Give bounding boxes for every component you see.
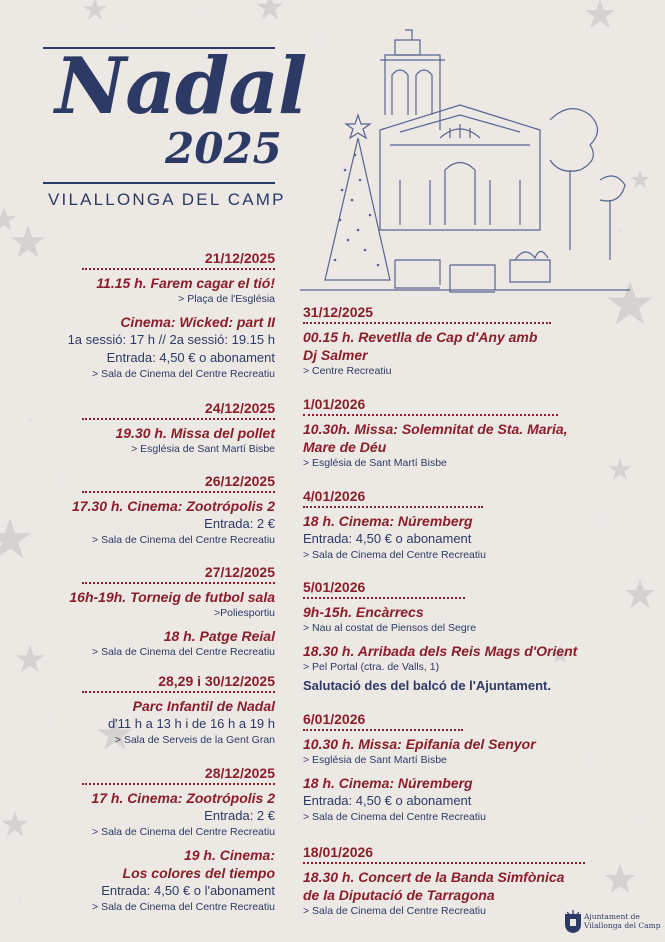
event-info: Entrada: 4,50 € o l'abonament — [101, 883, 275, 898]
star-icon — [605, 864, 635, 893]
right-column — [303, 396, 603, 477]
event-location: > Sala de Cinema del Centre Recreatiu — [303, 811, 486, 823]
event-date: 18/01/2026 — [303, 844, 374, 860]
event-info: Entrada: 4,50 € o abonament — [303, 793, 472, 808]
event-title-continued: Los colores del tiempo — [122, 865, 275, 881]
event-location: > Centre Recreatiu — [303, 365, 392, 377]
dotted-divider — [82, 691, 275, 693]
event-title: 10.30h. Missa: Solemnitat de Sta. Maria, — [303, 421, 568, 437]
event-location: > Església de Sant Martí Bisbe — [131, 443, 275, 455]
event-location: > Pel Portal (ctra. de Valls, 1) — [303, 661, 440, 673]
right-column — [303, 844, 603, 925]
dotted-divider — [82, 418, 275, 420]
event-date: 21/12/2025 — [204, 250, 275, 266]
event-date: 28/12/2025 — [204, 765, 275, 781]
event-date: 6/01/2026 — [303, 711, 366, 727]
event-location: >Poliesportiu — [214, 607, 275, 619]
right-column — [303, 579, 603, 695]
right-column — [303, 711, 603, 831]
event-title-continued: Mare de Déu — [303, 439, 387, 455]
event-title: Parc Infantil de Nadal — [132, 698, 275, 714]
right-column — [303, 304, 603, 385]
event-title: 00.15 h. Revetlla de Cap d'Any amb — [303, 329, 538, 345]
star-icon — [625, 579, 655, 608]
star-icon — [2, 811, 29, 836]
event-info: Entrada: 4,50 € o abonament — [106, 350, 275, 365]
event-location: > Església de Sant Martí Bisbe — [303, 457, 447, 469]
event-location: > Nau al costat de Piensos del Segre — [303, 622, 477, 634]
event-date: 27/12/2025 — [204, 564, 275, 580]
page-year: 2025 — [165, 124, 282, 173]
event-date: 28,29 i 30/12/2025 — [158, 673, 275, 689]
left-column — [40, 673, 275, 754]
star-icon — [257, 0, 284, 19]
star-icon — [0, 518, 31, 558]
town-council-logo-icon — [563, 910, 583, 934]
town-square-illustration — [300, 20, 630, 310]
event-title: 9h-15h. Encàrrecs — [303, 604, 424, 620]
event-title: 16h-19h. Torneig de futbol sala — [69, 589, 275, 605]
event-title-continued: de la Diputació de Tarragona — [303, 887, 495, 903]
star-icon — [609, 458, 632, 480]
event-location: > Sala de Cinema del Centre Recreatiu — [92, 368, 275, 380]
event-date: 5/01/2026 — [303, 579, 366, 595]
event-location: > Sala de Cinema del Centre Recreatiu — [303, 905, 486, 917]
event-title-continued: Dj Salmer — [303, 347, 368, 363]
right-column — [303, 488, 603, 569]
event-title: 11.15 h. Farem cagar el tió! — [96, 275, 275, 291]
event-date: 24/12/2025 — [204, 400, 275, 416]
event-title: 19 h. Cinema: — [183, 847, 275, 863]
event-title: 19.30 h. Missa del pollet — [115, 425, 275, 441]
event-location: > Església de Sant Martí Bisbe — [303, 754, 447, 766]
dotted-divider — [303, 729, 463, 731]
event-title: 18 h. Patge Reial — [163, 628, 275, 644]
header-rule-bottom — [43, 182, 275, 184]
star-icon — [0, 207, 16, 231]
page-title: Nadal — [55, 41, 307, 132]
dotted-divider — [303, 862, 585, 864]
dotted-divider — [82, 268, 275, 270]
left-column — [40, 564, 275, 666]
event-location: > Sala de Cinema del Centre Recreatiu — [92, 826, 275, 838]
dotted-divider — [82, 491, 275, 493]
event-location: > Sala de Cinema del Centre Recreatiu — [92, 901, 275, 913]
day-block — [40, 250, 275, 382]
event-title: 18 h. Cinema: Núremberg — [303, 513, 473, 529]
town-council-name: Ajuntament de Vilallonga del Camp — [584, 912, 661, 930]
event-info: 1a sessió: 17 h // 2a sessió: 19.15 h — [67, 332, 275, 347]
event-location: > Sala de Cinema del Centre Recreatiu — [303, 549, 486, 561]
dotted-divider — [82, 582, 275, 584]
star-icon — [631, 170, 650, 188]
event-info: Entrada: 2 € — [204, 516, 275, 531]
event-date: 31/12/2025 — [303, 304, 374, 320]
left-column — [40, 250, 275, 388]
event-location: > Plaça de l'Església — [178, 293, 275, 305]
event-info: d'11 h a 13 h i de 16 h a 19 h — [107, 716, 275, 731]
dotted-divider — [82, 783, 275, 785]
dotted-divider — [303, 322, 551, 324]
event-location: > Sala de Serveis de la Gent Gran — [114, 734, 275, 746]
left-column — [40, 473, 275, 554]
left-column — [40, 400, 275, 463]
event-location: > Sala de Cinema del Centre Recreatiu — [92, 646, 275, 658]
dotted-divider — [303, 506, 483, 508]
star-icon — [84, 0, 107, 20]
event-date: 26/12/2025 — [204, 473, 275, 489]
event-date: 1/01/2026 — [303, 396, 366, 412]
event-info: Entrada: 4,50 € o abonament — [303, 531, 472, 546]
event-title: 17 h. Cinema: Zootrópolis 2 — [91, 790, 275, 806]
event-title: 10.30 h. Missa: Epifania del Senyor — [303, 736, 536, 752]
event-note: Salutació des del balcó de l'Ajuntament. — [303, 678, 551, 693]
event-title: 18 h. Cinema: Núremberg — [303, 775, 473, 791]
event-title: 18.30 h. Arribada dels Reis Mags d'Orient — [303, 643, 578, 659]
event-title: 17.30 h. Cinema: Zootrópolis 2 — [71, 498, 275, 514]
dotted-divider — [303, 414, 558, 416]
dotted-divider — [303, 597, 465, 599]
event-info: Entrada: 2 € — [204, 808, 275, 823]
event-location: > Sala de Cinema del Centre Recreatiu — [92, 534, 275, 546]
town-name: VILALLONGA DEL CAMP — [48, 190, 286, 209]
left-column — [40, 765, 275, 921]
event-title: 18.30 h. Concert de la Banda Simfònica — [303, 869, 565, 885]
event-title: Cinema: Wicked: part II — [120, 314, 275, 330]
event-date: 4/01/2026 — [303, 488, 366, 504]
